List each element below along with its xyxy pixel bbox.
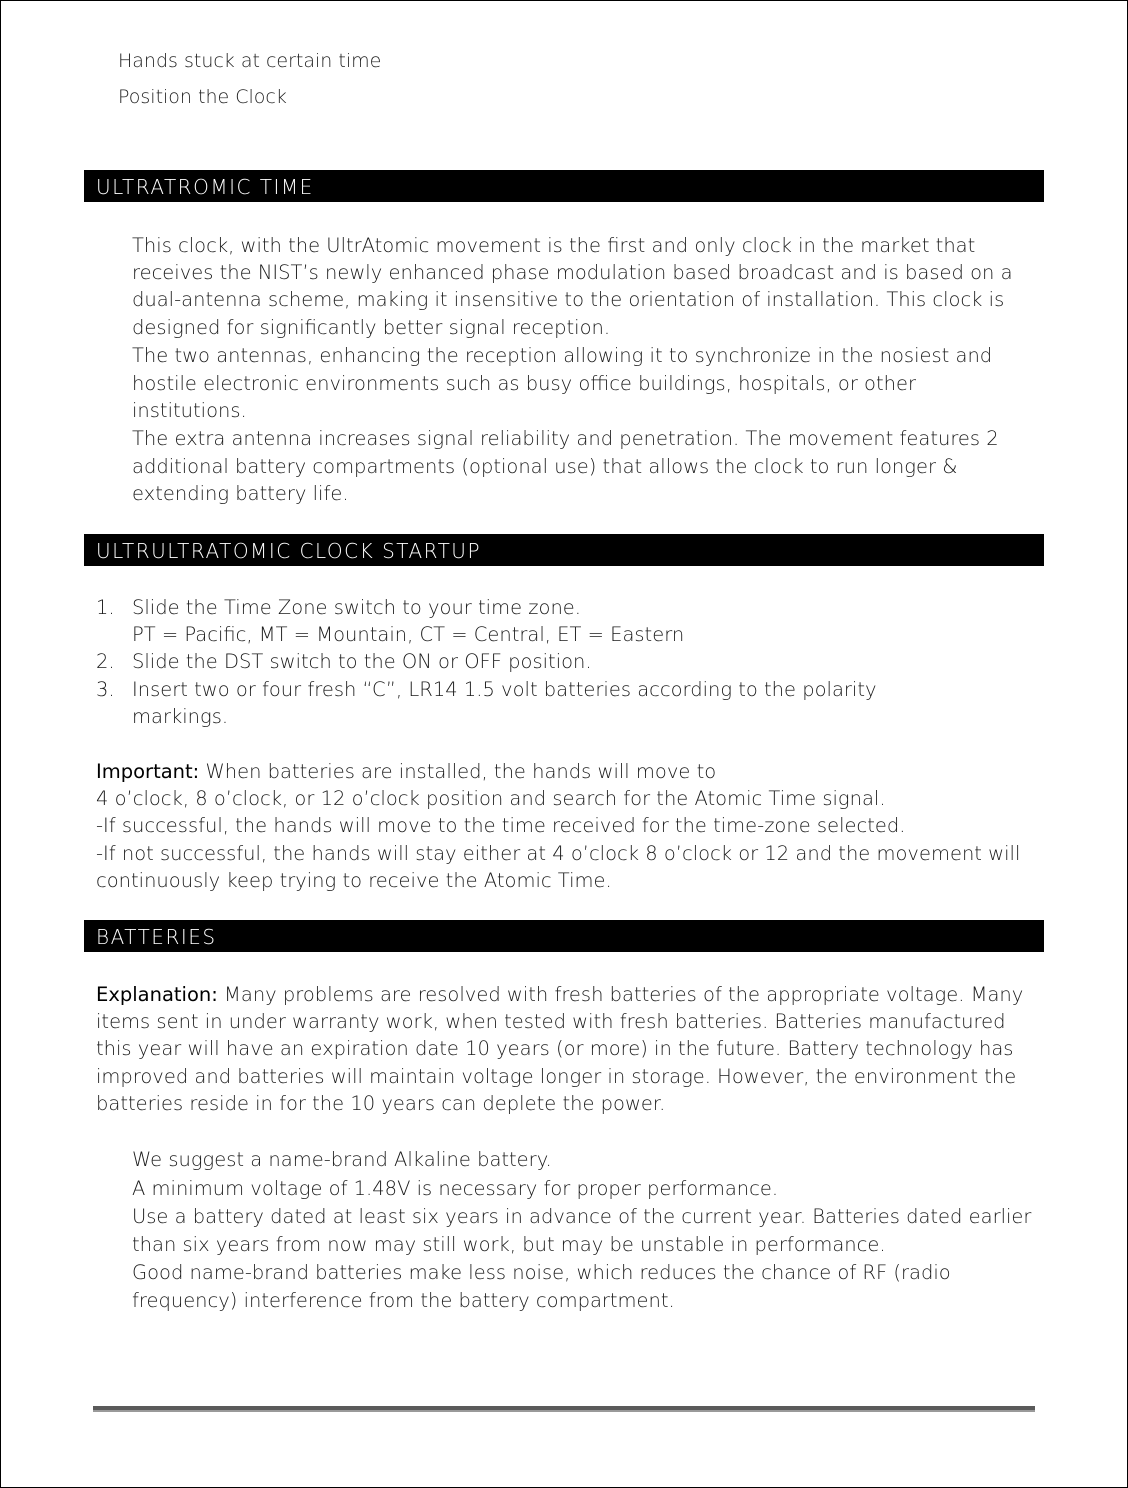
battery-tips [132,1146,1032,1314]
section-heading-startup: ULTRULTRATOMIC CLOCK STARTUP [84,534,1044,566]
ultratomic-paragraph: The two antennas, enhancing the reception allowing it to synchronize in the nosiest and hostile electronic environments such as busy office buildings, hospitals, or other institutions. [132,344,993,422]
step-text: markings. [132,704,229,728]
step-number: 1. [96,596,115,619]
battery-tip: We suggest a name-brand Alkaline battery. [132,1148,552,1171]
important-note [96,758,1031,894]
step-text: Slide the Time Zone switch to your time zone. [132,596,581,619]
ultratomic-paragraph: The extra antenna increases signal reliability and penetration. The movement features 2 additional battery compartments (optional use) that allows the clock to run longer & extending battery life. [132,427,999,505]
startup-step [96,676,1036,730]
important-first-line [96,758,1031,785]
step-number: 2. [96,650,115,674]
step-number: 3. [96,677,115,701]
toc-item-position-clock: Position the Clock [118,86,287,108]
explanation-label: Explanation: [96,983,218,1006]
toc-item-hands-stuck: Hands stuck at certain time [118,50,382,72]
important-label: Important: [96,760,200,783]
step-text: PT = Pacific, MT = Mountain, CT = Central, ET = Eastern [132,623,685,647]
important-text: When batteries are installed, the hands will move to [199,760,717,783]
ultratomic-paragraph: This clock, with the UltrAtomic movement is the first and only clock in the market that receives the NIST’s newly enhanced phase modulation based broadcast and is based on a dual-antenna scheme, making it insensitive to the orientation of installation. This clock is designed for significantly better signal reception. [132,234,1013,339]
startup-step [96,648,1036,675]
explanation-text: Many problems are resolved with fresh batteries of the appropriate voltage. Many items sent in under warranty work, when tested with fresh batteries. Batteries manufactured this year will have an expiration date 10 years (or more) in the future. Battery technology has improved and batteries will maintain voltage longer in storage. However, the environment the batteries reside in for the 10 years can deplete the power. [96,983,1024,1115]
section-heading-ultratomic-time: ULTRATROMIC TIME [84,170,1044,202]
batteries-explanation [96,981,1036,1117]
important-line: -If successful, the hands will move to the time received for the time-zone selected. [96,814,906,838]
important-line: 4 o’clock, 8 o’clock, or 12 o’clock position and search for the Atomic Time signal. [96,787,886,811]
startup-steps-list [96,594,1036,730]
battery-tip: Good name-brand batteries make less noise, which reduces the chance of RF (radio frequency) interference from the battery compartment. [132,1261,951,1312]
section-heading-batteries: BATTERIES [84,920,1044,952]
startup-step [96,594,1036,648]
ultratomic-time-body [132,232,1032,507]
step-text: Slide the DST switch to the ON or OFF position. [132,650,592,674]
battery-tip: A minimum voltage of 1.48V is necessary for proper performance. [132,1176,779,1200]
important-line: -If not successful, the hands will stay either at 4 o’clock 8 o’clock or 12 and the movement will continuously keep trying to receive the Atomic Time. [96,841,1021,892]
step-text: Insert two or four fresh “C”, LR14 1.5 volt batteries according to the polarity [132,677,877,701]
footer-divider [93,1406,1035,1412]
battery-tip: Use a battery dated at least six years in advance of the current year. Batteries dated earlier than six years from now may still work, but may be unstable in performance. [132,1205,1032,1256]
